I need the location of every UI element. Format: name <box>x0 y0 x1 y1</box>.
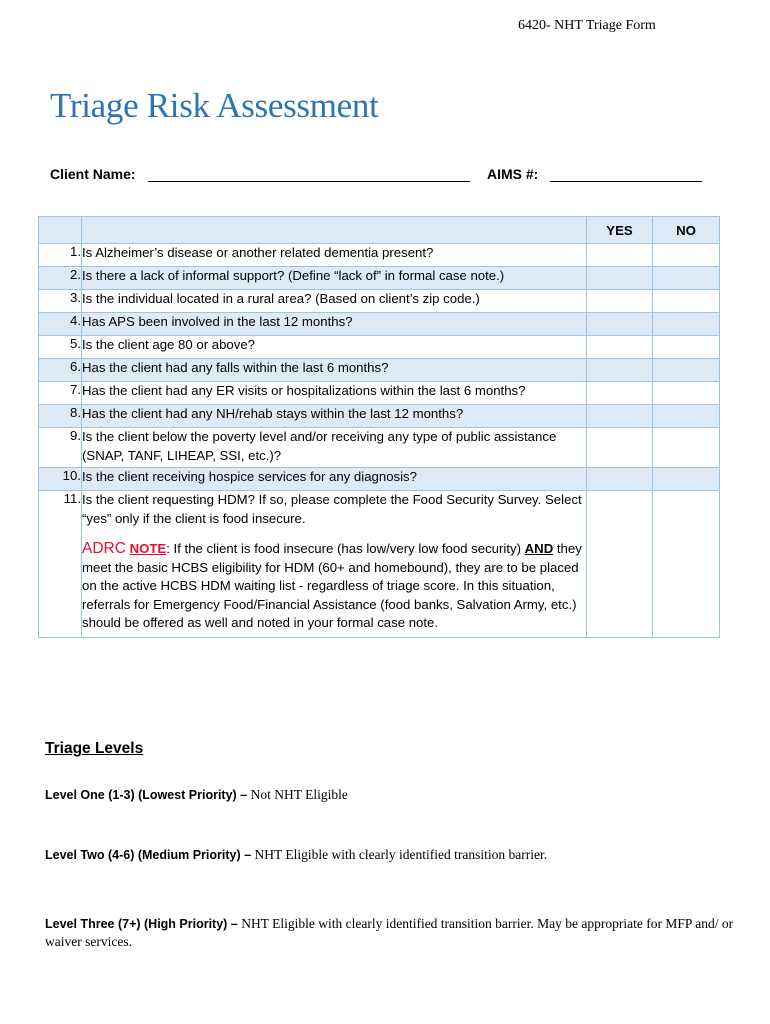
header-blank <box>39 217 82 244</box>
row-question: Has the client had any ER visits or hospitalizations within the last 6 months? <box>82 382 587 405</box>
triage-levels-heading: Triage Levels <box>45 740 144 757</box>
yes-cell[interactable] <box>587 336 653 359</box>
row-question: Is the client receiving hospice services for any diagnosis? <box>82 468 587 491</box>
table-header-row <box>39 217 720 244</box>
no-cell[interactable] <box>653 491 720 638</box>
form-number: 6420- NHT Triage Form <box>518 18 656 33</box>
level-description: NHT Eligible with clearly identified transition barrier. May be appropriate for MFP and/ or waiver services. <box>45 916 734 949</box>
client-name-label: Client Name: <box>50 166 136 182</box>
table-row <box>39 359 720 382</box>
no-cell[interactable] <box>653 428 720 468</box>
table-row <box>39 336 720 359</box>
adrc-note <box>82 540 586 633</box>
level-three <box>45 915 735 951</box>
table-row <box>39 428 720 468</box>
yes-cell[interactable] <box>587 359 653 382</box>
yes-cell[interactable] <box>587 244 653 267</box>
no-cell[interactable] <box>653 405 720 428</box>
client-name-input-line[interactable] <box>148 167 470 182</box>
yes-cell[interactable] <box>587 267 653 290</box>
row-number: 5. <box>39 336 82 359</box>
no-cell[interactable] <box>653 336 720 359</box>
row-question: Is the individual located in a rural area? (Based on client’s zip code.) <box>82 290 587 313</box>
and-emphasis: AND <box>524 541 554 556</box>
no-cell[interactable] <box>653 244 720 267</box>
level-one <box>45 786 735 804</box>
row-number: 7. <box>39 382 82 405</box>
header-blank <box>82 217 587 244</box>
aims-label: AIMS #: <box>487 166 539 182</box>
no-cell[interactable] <box>653 313 720 336</box>
note-label: NOTE <box>129 541 167 556</box>
table-row <box>39 267 720 290</box>
table-row <box>39 405 720 428</box>
table-row <box>39 491 720 638</box>
header-yes: YES <box>587 217 653 244</box>
level-two <box>45 846 735 864</box>
row-number: 6. <box>39 359 82 382</box>
level-label: Level Three (7+) (High Priority) – <box>45 917 242 931</box>
row-question: Is the client requesting HDM? If so, please complete the Food Security Survey. Select “yes” only if the client is food insecure. <box>82 492 582 526</box>
level-description: Not NHT Eligible <box>250 787 348 802</box>
no-cell[interactable] <box>653 382 720 405</box>
row-question: Has the client had any falls within the last 6 months? <box>82 359 587 382</box>
yes-cell[interactable] <box>587 290 653 313</box>
no-cell[interactable] <box>653 267 720 290</box>
client-name-field <box>50 166 470 182</box>
yes-cell[interactable] <box>587 382 653 405</box>
yes-cell[interactable] <box>587 313 653 336</box>
no-cell[interactable] <box>653 359 720 382</box>
row-question: Is the client age 80 or above? <box>82 336 587 359</box>
row-number: 2. <box>39 267 82 290</box>
yes-cell[interactable] <box>587 428 653 468</box>
row-question: Is the client below the poverty level and/or receiving any type of public assistance (SNAP, TANF, LIHEAP, SSI, etc.)? <box>82 428 587 468</box>
row-number: 3. <box>39 290 82 313</box>
row-question: Has APS been involved in the last 12 months? <box>82 313 587 336</box>
table-row <box>39 313 720 336</box>
page-title: Triage Risk Assessment <box>50 86 379 125</box>
no-cell[interactable] <box>653 468 720 491</box>
table-row <box>39 382 720 405</box>
row-question: Has the client had any NH/rehab stays within the last 12 months? <box>82 405 587 428</box>
aims-input-line[interactable] <box>550 167 702 182</box>
yes-cell[interactable] <box>587 405 653 428</box>
table-row <box>39 290 720 313</box>
row-number: 10. <box>39 468 82 491</box>
row-question: Is there a lack of informal support? (Define “lack of” in formal case note.) <box>82 267 587 290</box>
row-number: 8. <box>39 405 82 428</box>
table-row <box>39 244 720 267</box>
risk-assessment-table <box>38 216 720 638</box>
adrc-label: ADRC <box>82 540 126 557</box>
level-description: NHT Eligible with clearly identified transition barrier. <box>254 847 548 862</box>
row-number: 4. <box>39 313 82 336</box>
note-text-2: they meet the basic HCBS eligibility for HDM (60+ and homebound), they are to be placed on the active HCBS HDM waiting list - regardless of triage score. In this situation, referrals for Emergency Food/Financial Assistance (food banks, Salvation Army, etc.) should be offered as well and noted in your formal case note. <box>82 541 582 630</box>
row-question: Is Alzheimer’s disease or another related dementia present? <box>82 244 587 267</box>
row-number: 9. <box>39 428 82 468</box>
yes-cell[interactable] <box>587 468 653 491</box>
aims-field <box>487 166 702 182</box>
no-cell[interactable] <box>653 290 720 313</box>
yes-cell[interactable] <box>587 491 653 638</box>
level-label: Level One (1-3) (Lowest Priority) – <box>45 788 251 802</box>
row-number: 1. <box>39 244 82 267</box>
note-text-1: : If the client is food insecure (has low/very low food security) <box>166 541 525 556</box>
row-question-with-note <box>82 491 587 638</box>
level-label: Level Two (4-6) (Medium Priority) – <box>45 848 255 862</box>
row-number: 11. <box>39 491 82 638</box>
table-row <box>39 468 720 491</box>
header-no: NO <box>653 217 720 244</box>
